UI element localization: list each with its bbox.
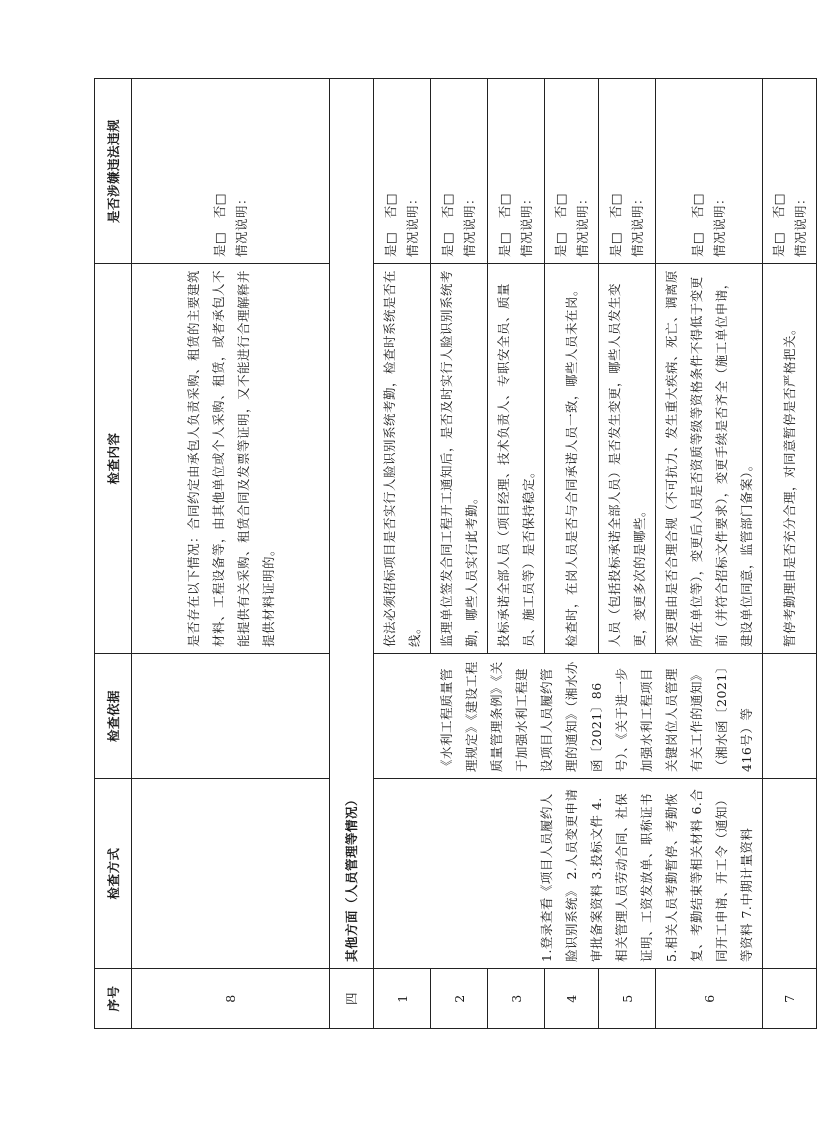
check-content: 依法必须招标项目是否实行人脸识别系统考勤，检查时系统是否在线。 [374,264,431,654]
yes-no-options[interactable]: 是□ 否□ [211,192,227,257]
check-content: 检查时，在岗人员是否与合同承诺人员一致，哪些人员未在岗。 [545,264,599,654]
yes-no-cell [132,79,330,264]
table-row [374,79,431,1029]
situation-label: 情况说明： [792,191,808,257]
check-method [763,779,817,969]
situation-label: 情况说明： [712,191,727,257]
situation-label: 情况说明： [630,191,645,257]
situation-label: 情况说明： [405,191,420,257]
situation-label: 情况说明： [574,191,590,257]
yes-no-cell [431,79,488,264]
yes-no-options[interactable]: 是□ 否□ [383,192,398,257]
yes-no-cell [545,79,599,264]
row-number: 2 [431,969,488,1029]
check-content: 是否存在以下情况：合同约定由承包人负责采购、租赁的主要建筑材料、工程设备等，由其他单位或个人采购、租赁，或者承包人不能提供有关采购、租赁合同及发票等证明，又不能进行合理解释并提供材料证明的。 [132,264,330,654]
check-content: 暂停考勤理由是否充分合理，对同意暂停是否严格把关。 [763,264,817,654]
check-method: 1.登录查看《项目人员履约人脸识别系统》 2.人员变更申请审批备案资料 3.投标文件 4.相关管理人员劳动合同、社保证明、工资发放单、职称证书 5.相关人员考勤暂停、考勤恢复、考勤结束等相关材料 6.合同开工申请、开工令（通知）等资料 7.中期计量资料 [374,779,763,969]
check-content: 监理单位签发合同工程开工通知后，是否及时实行人脸识别系统考勤，哪些人员实行此考勤。 [431,264,488,654]
check-basis [763,654,817,779]
col-header-violation: 是否涉嫌违法违规 [95,79,132,264]
check-content: 人员（包括投标承诺全部人员）是否发生变更，哪些人员发生变更，变更多次的是哪些。 [599,264,656,654]
table-row [763,79,817,1029]
row-number: 3 [488,969,545,1029]
section-title: 其他方面（人员管理等情况） [330,79,374,969]
row-number: 7 [763,969,817,1029]
yes-no-options[interactable]: 是□ 否□ [440,192,455,257]
yes-no-cell [599,79,656,264]
situation-label: 情况说明： [462,191,477,257]
check-method [132,779,330,969]
yes-no-options[interactable]: 是□ 否□ [552,192,568,257]
section-number: 四 [330,969,374,1029]
yes-no-cell [763,79,817,264]
table-row [132,79,330,1029]
yes-no-options[interactable]: 是□ 否□ [497,192,512,257]
yes-no-cell [488,79,545,264]
situation-label: 情况说明： [233,191,249,257]
check-content: 变更理由是否合理合规（不可抗力、发生重大疾病、死亡、调离原所在单位等），变更后人员是否资质等级等资格条件不得低于变更前（并符合招标文件要求），变更手续是否齐全（施工单位申请，建设单位同意，监管部门备案）。 [656,264,763,654]
row-number: 4 [545,969,599,1029]
col-header-content: 检查内容 [95,264,132,654]
row-number: 1 [374,969,431,1029]
col-header-seq: 序号 [95,969,132,1029]
yes-no-options[interactable]: 是□ 否□ [770,192,786,257]
situation-label: 情况说明： [519,191,534,257]
yes-no-cell [656,79,763,264]
yes-no-cell [374,79,431,264]
check-content: 投标承诺全部人员（项目经理、技术负责人、专职安全员、质量员、施工员等）是否保持稳定。 [488,264,545,654]
header-row [95,79,132,1029]
yes-no-options[interactable]: 是□ 否□ [690,192,705,257]
yes-no-options[interactable]: 是□ 否□ [608,192,623,257]
check-basis: 《水利工程质量管理规定》《建设工程质量管理条例》《关于加强水利工程建设项目人员履约管理的通知》（湘水办函〔2021〕86号）、《关于进一步加强水利工程项目关键岗位人员管理有关工作的通知》（湘水函〔2021〕416号）等 [374,654,763,779]
section-row [330,79,374,1029]
inspection-table [94,78,817,1029]
row-number: 8 [132,969,330,1029]
col-header-basis: 检查依据 [95,654,132,779]
row-number: 6 [656,969,763,1029]
check-basis [132,654,330,779]
col-header-method: 检查方式 [95,779,132,969]
row-number: 5 [599,969,656,1029]
